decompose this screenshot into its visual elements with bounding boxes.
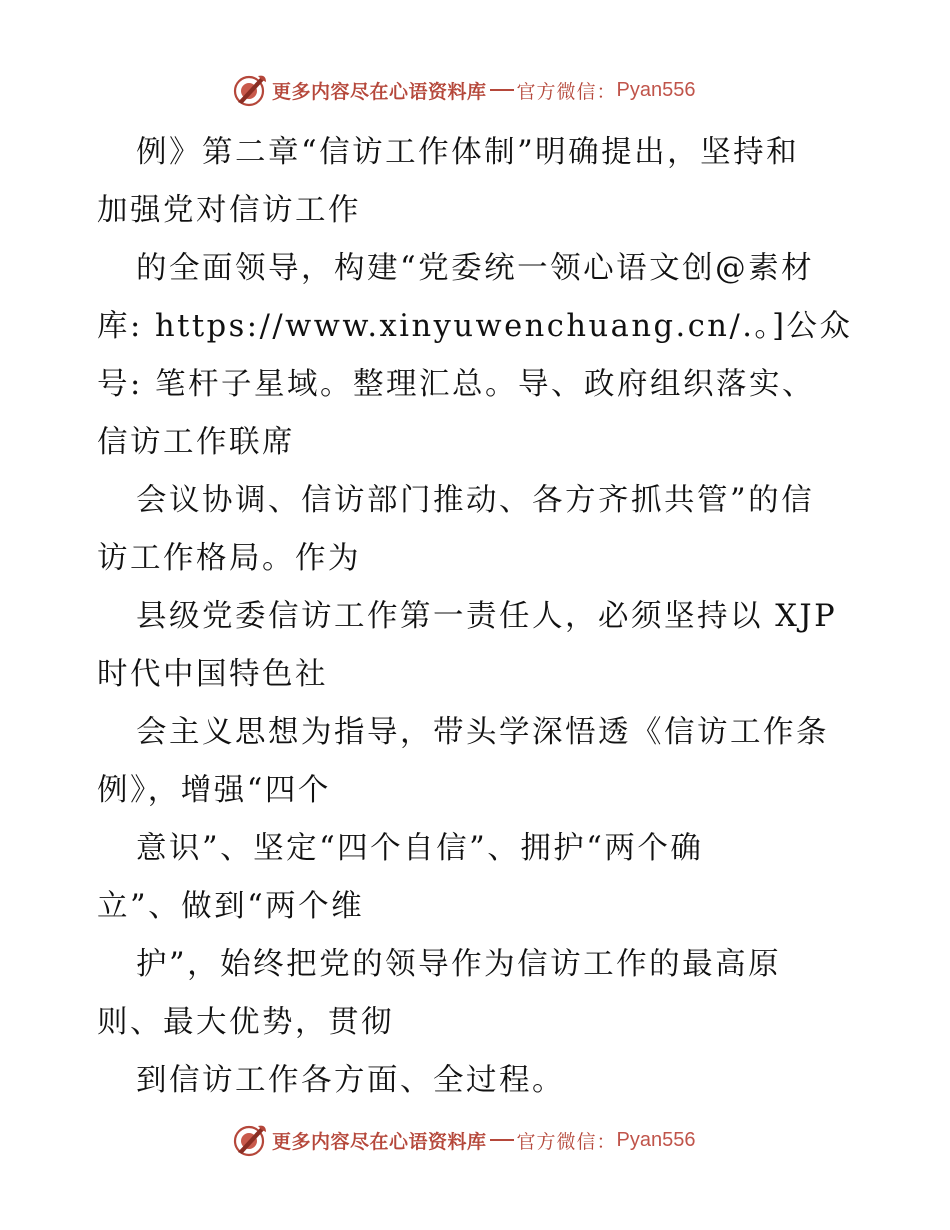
quill-seal-icon xyxy=(232,72,268,108)
quill-seal-icon xyxy=(232,1122,268,1158)
body-line: 县级党委信访工作第一责任人，必须坚持以 XJP xyxy=(136,599,838,634)
body-line: 库: https://www.xinyuwenchuang.cn/.。]公众 xyxy=(97,309,853,344)
body-line: 例》第二章“信访工作体制”明确提出，坚持和 xyxy=(136,135,800,170)
footer-watermark-banner xyxy=(232,1122,696,1158)
body-line: 时代中国特色社 xyxy=(97,657,328,692)
body-line: 则、最大优势，贯彻 xyxy=(97,1005,394,1040)
header-watermark-banner xyxy=(232,72,696,108)
banner-dash-divider xyxy=(490,89,514,91)
body-line: 到信访工作各方面、全过程。 xyxy=(136,1063,565,1098)
body-line: 会议协调、信访部门推动、各方齐抓共管”的信 xyxy=(136,483,815,518)
banner-brand-text: 更多内容尽在心语资料库 xyxy=(272,80,487,103)
banner-official-label: 官方微信： xyxy=(516,80,617,103)
body-line: 访工作格局。作为 xyxy=(97,541,361,576)
body-line: 信访工作联席 xyxy=(97,425,295,460)
banner-wechat-handle: Pyan556 xyxy=(616,1128,696,1151)
banner-dash-divider xyxy=(490,1139,514,1141)
banner-official-label: 官方微信： xyxy=(516,1130,617,1153)
body-line: 护”，始终把党的领导作为信访工作的最高原 xyxy=(136,947,782,982)
banner-wechat-handle: Pyan556 xyxy=(616,78,696,101)
body-line: 加强党对信访工作 xyxy=(97,193,361,228)
body-line: 例》，增强“四个 xyxy=(97,773,331,808)
body-line: 立”、做到“两个维 xyxy=(97,889,365,924)
body-line: 意识”、坚定“四个自信”、拥护“两个确 xyxy=(136,831,704,866)
body-line: 会主义思想为指导，带头学深悟透《信访工作条 xyxy=(136,715,829,750)
body-line: 的全面领导，构建“党委统一领心语文创@素材 xyxy=(136,251,815,286)
banner-brand-text: 更多内容尽在心语资料库 xyxy=(272,1130,487,1153)
body-line: 号: 笔杆子星域。整理汇总。导、政府组织落实、 xyxy=(97,367,815,402)
